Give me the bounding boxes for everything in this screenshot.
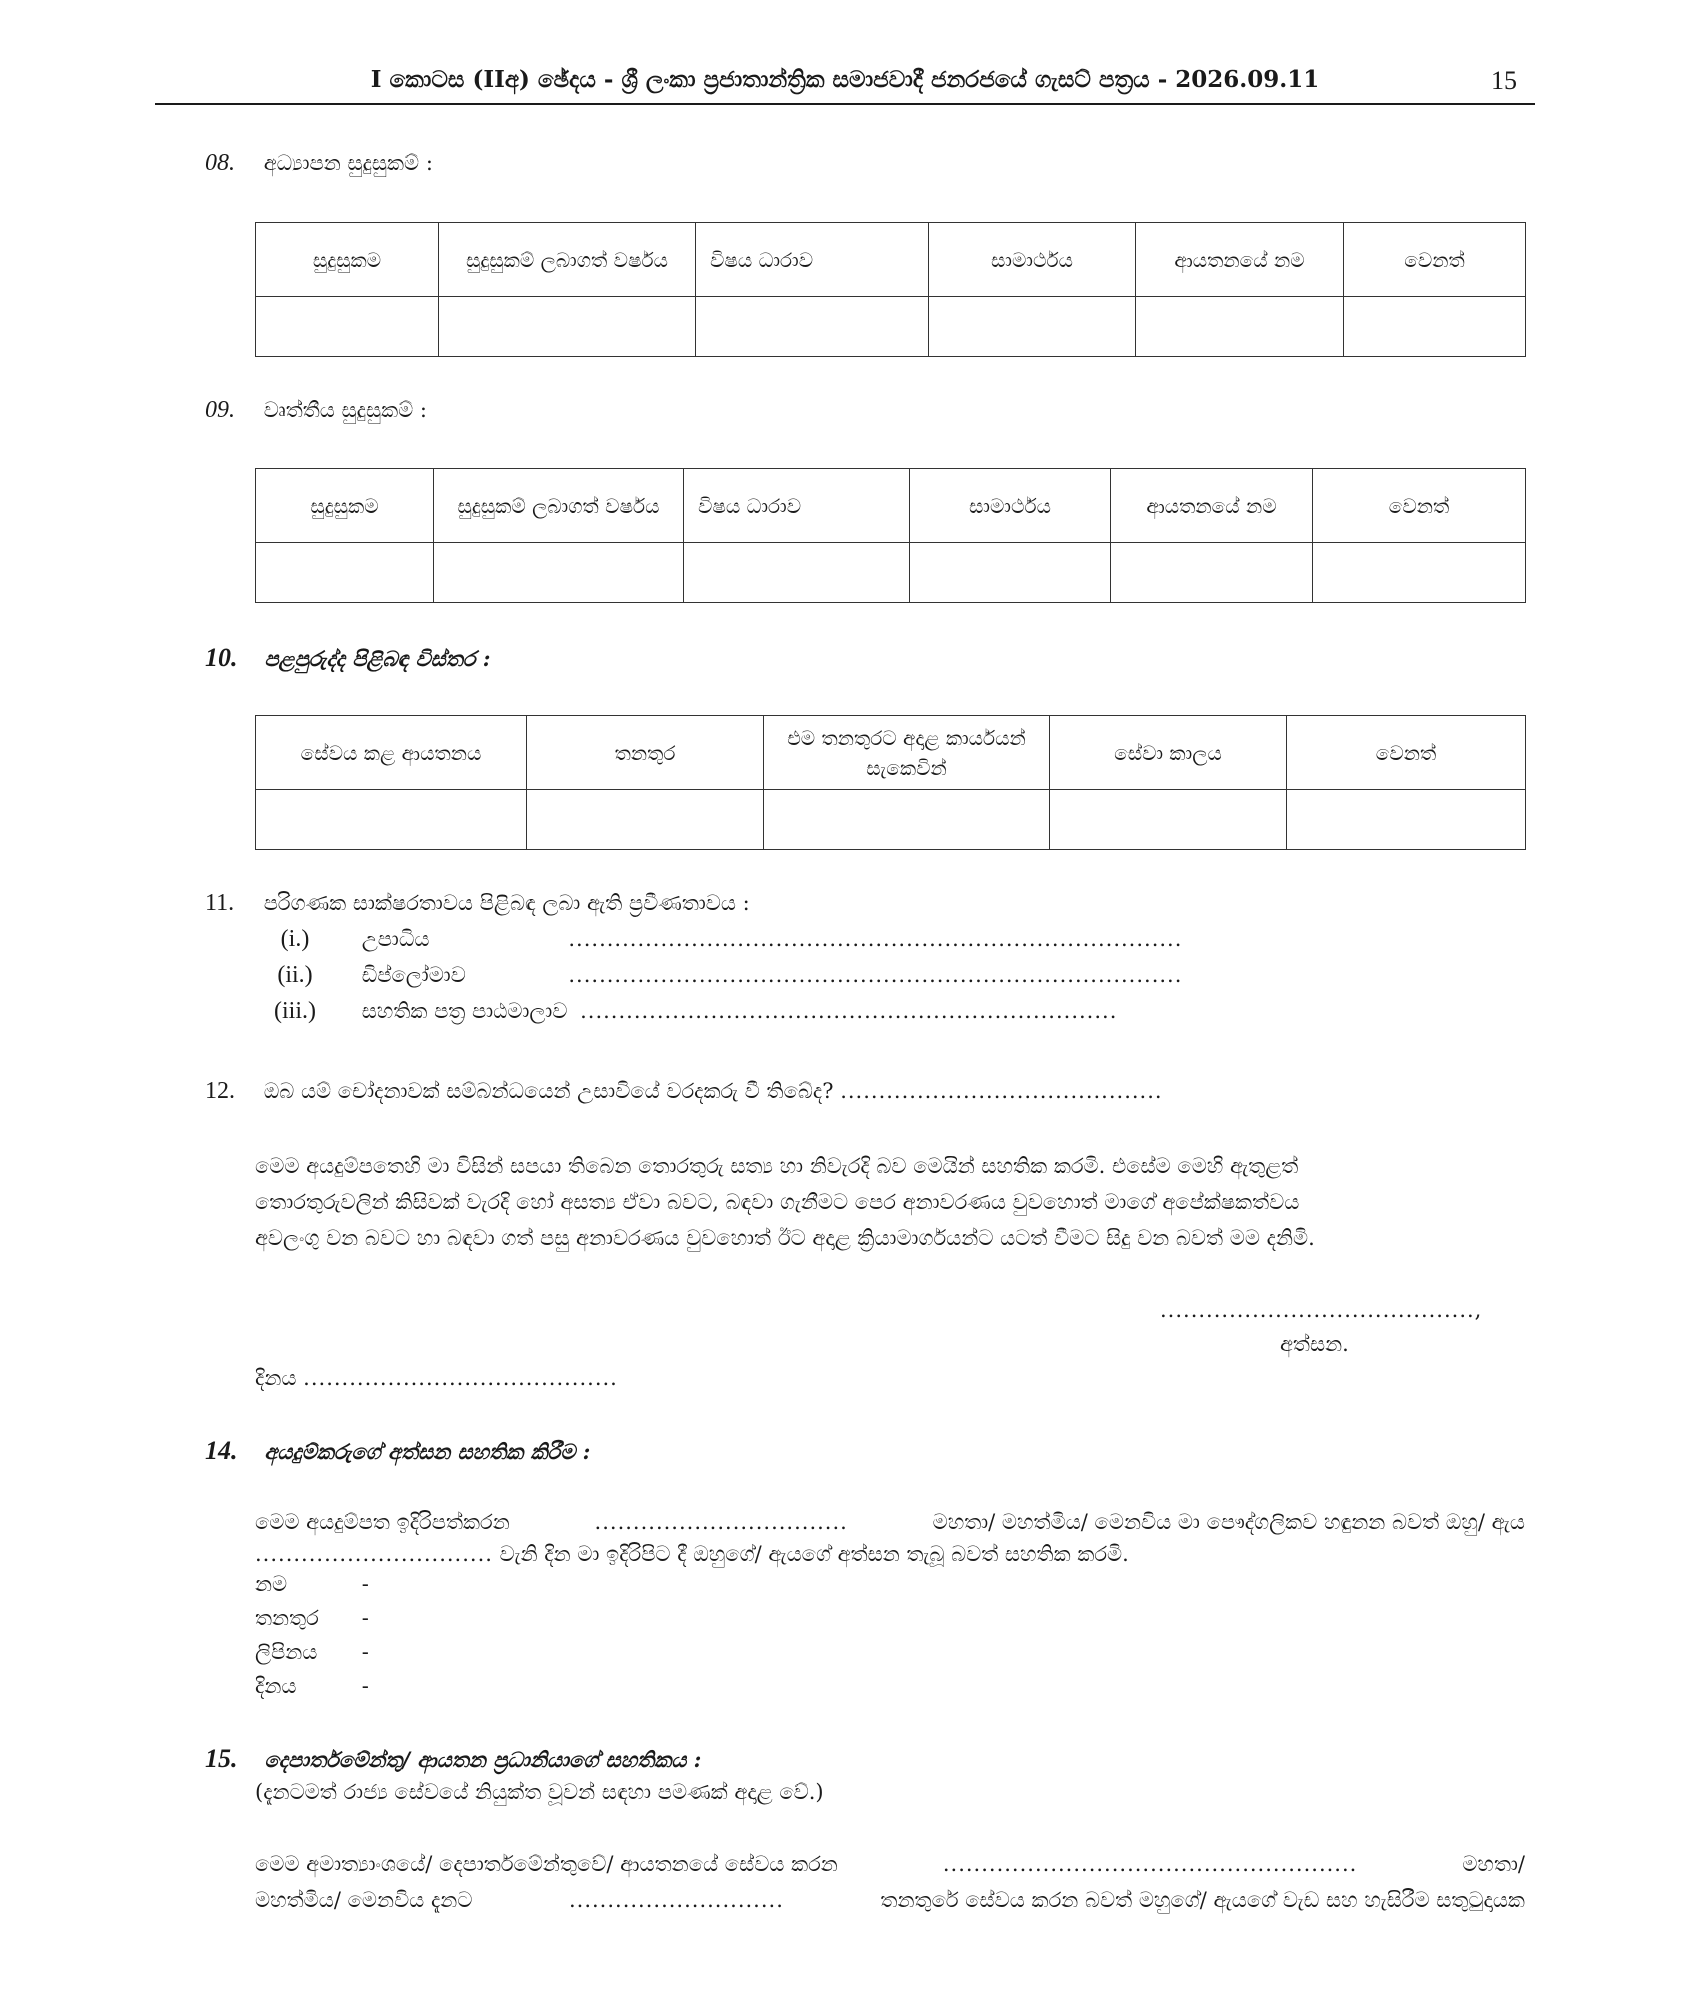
section-12-heading (205, 1078, 1163, 1105)
item-text: සහතික පත්‍ර පාඨමාලාව (361, 999, 568, 1023)
text-run: මෙම අමාත්‍යාංශයේ/ දෙපාර්තමේන්තුවේ/ ආයතනයේ සේවය කරන (255, 1852, 838, 1876)
empty-cell[interactable] (1344, 297, 1526, 357)
empty-cell[interactable] (910, 543, 1111, 603)
section-number: 10. (205, 643, 238, 672)
field-separator: - (361, 1640, 369, 1664)
text-run: මෙම අයදුම්පත ඉදිරිපත්කරන (255, 1510, 510, 1534)
signature-label: අත්සන. (1280, 1332, 1349, 1356)
date-line[interactable]: ......................................... (303, 1366, 618, 1390)
section-title: පරිගණක සාක්ෂරතාවය පිළිබඳ ලබා ඇති ප්‍රවීණතාවය : (263, 891, 750, 915)
table-header-row (256, 469, 1526, 543)
field-label: තනතුර (255, 1606, 319, 1630)
designation-line[interactable]: ............................ (568, 1888, 784, 1912)
date-label: දිනය (255, 1366, 297, 1390)
header-cell: සුදුසුකම් ලබාගත් වර්ෂය (434, 469, 684, 543)
header-cell: වෙනත් (1313, 469, 1526, 543)
field-row-name (255, 1572, 369, 1597)
header-cell: වෙනත් (1287, 716, 1526, 790)
empty-cell[interactable] (434, 543, 684, 603)
certificate-line (255, 1846, 1525, 1882)
section-title: අධ්‍යාපන සුදුසුකම් : (263, 151, 433, 175)
header-cell: සාමාර්ථය (910, 469, 1111, 543)
certificate-line (255, 1882, 1525, 1918)
list-item (255, 962, 1182, 989)
section-title: අයදුම්කරුගේ අත්සන සහතික කිරීම : (264, 1439, 591, 1464)
empty-cell[interactable] (696, 297, 929, 357)
header-cell: සේවය කළ ආයතනය (256, 716, 527, 790)
section-number: 12. (205, 1078, 235, 1104)
header-cell: වෙනත් (1344, 223, 1526, 297)
section-15-note: (දැනටමත් රාජ්‍ය සේවයේ නියුක්ත වූවන් සඳහා පමණක් අදාළ වේ.) (255, 1780, 824, 1804)
empty-cell[interactable] (929, 297, 1136, 357)
field-row-designation (255, 1606, 369, 1631)
table-row (256, 543, 1526, 603)
declaration-line: අවලංගු වන බවට හා බඳවා ගත් පසු අනාවරණය වුවහොත් ඊට අදාළ ක්‍රියාමාර්ගයන්ට යටත් වීමට සිදු වන බවත් මම දනිමි. (255, 1226, 1315, 1250)
section-15-heading (205, 1744, 701, 1774)
declaration-line: තොරතුරුවලින් කිසිවක් වැරදි හෝ අසත්‍ය ඒවා බවට, බඳවා ගැනීමට පෙර අනාවරණය වුවහොත් මාගේ අපේක්ෂකත්වය (255, 1190, 1300, 1214)
text-run: තනතුරේ සේවය කරන බවත් මහුගේ/ ඇයගේ වැඩ සහ හැසිරීම සතුටුදායක (880, 1888, 1525, 1912)
empty-cell[interactable] (527, 790, 764, 850)
section-number: 14. (205, 1436, 238, 1465)
field-separator: - (361, 1674, 369, 1698)
section-title: පළපුරුද්ද පිළිබඳ විස්තර : (264, 646, 491, 671)
section-08-heading (205, 150, 433, 177)
text-run: මහතා/ මහත්මිය/ මෙනවිය මා පෞද්ගලිකව හඳුනන බවත් ඔහු/ ඇය (932, 1510, 1525, 1534)
item-label: (ii.) (277, 962, 313, 988)
item-label: (i.) (280, 926, 310, 952)
table-header-row (256, 223, 1526, 297)
date-field (255, 1366, 618, 1391)
header-cell: තනතුර (527, 716, 764, 790)
section-title: වෘත්තීය සුදුසුකම් : (263, 398, 427, 422)
date-line[interactable]: ............................... (255, 1542, 493, 1566)
section-number: 11. (205, 890, 235, 916)
field-label: දිනය (255, 1674, 297, 1698)
field-row-date (255, 1674, 369, 1699)
header-cell: විෂය ධාරාව (684, 469, 910, 543)
question-text: ඔබ යම් චෝදනාවක් සම්බන්ධයෙන් උසාවියේ වරදකරු වී තිබේද? (263, 1079, 834, 1103)
header-cell: ආයතනයේ නම (1136, 223, 1344, 297)
empty-cell[interactable] (1287, 790, 1526, 850)
header-cell: සුදුසුකම (256, 469, 434, 543)
empty-cell[interactable] (256, 790, 527, 850)
header-cell: එම තනතුරට අදාළ කාර්යයන් සැකෙවින් (764, 716, 1050, 790)
declaration-line: මෙම අයදුම්පතෙහි මා විසින් සපයා තිබෙන තොරතුරු සත්‍ය හා නිවැරදි බව මෙයින් සහතික කරමි. එසේම මෙහි ඇතුළත් (255, 1154, 1299, 1178)
declaration-paragraph (255, 1148, 1525, 1256)
head-certificate-paragraph (255, 1846, 1525, 1918)
fill-line[interactable]: ................................................................................ (568, 963, 1183, 987)
empty-cell[interactable] (684, 543, 910, 603)
item-label: (iii.) (274, 998, 316, 1024)
section-title: දෙපාර්තමේන්තු/ ආයතන ප්‍රධානියාගේ සහතිකය : (264, 1747, 702, 1772)
header-rule (155, 103, 1535, 105)
page-header (155, 62, 1535, 102)
vocational-qualifications-table (255, 468, 1526, 603)
section-14-heading (205, 1436, 590, 1466)
applicant-name-line[interactable]: ................................. (594, 1510, 848, 1534)
item-text: ඩිප්ලෝමාව (361, 963, 466, 987)
fill-line[interactable]: ...................................................................... (580, 999, 1118, 1023)
field-label: ලිපිනය (255, 1640, 318, 1664)
empty-cell[interactable] (764, 790, 1050, 850)
table-header-row (256, 716, 1526, 790)
section-number: 15. (205, 1744, 238, 1773)
header-cell: විෂය ධාරාව (696, 223, 929, 297)
header-cell: ආයතනයේ නම (1111, 469, 1313, 543)
section-number: 09. (205, 397, 235, 423)
section-10-heading (205, 643, 491, 673)
empty-cell[interactable] (256, 297, 439, 357)
item-text: උපාධිය (361, 927, 430, 951)
empty-cell[interactable] (1136, 297, 1344, 357)
section-number: 08. (205, 150, 235, 176)
header-cell: සුදුසුකම (256, 223, 439, 297)
education-qualifications-table (255, 222, 1526, 357)
header-cell: සේවා කාලය (1050, 716, 1287, 790)
header-title: I කොටස (IIඅ) ඡේදය - ශ්‍රී ලංකා ප්‍රජාතාන්ත්‍රික සමාජවාදී ජනරජයේ ගැසට් පත්‍රය - 2026.09.11 (370, 66, 1320, 93)
header-cell: සුදුසුකම් ලබාගත් වර්ෂය (439, 223, 696, 297)
field-separator: - (361, 1606, 369, 1630)
experience-table (255, 715, 1526, 850)
header-cell: සාමාර්ථය (929, 223, 1136, 297)
attestation-paragraph (255, 1504, 1525, 1572)
signature-line[interactable] (1160, 1298, 1482, 1322)
field-row-address (255, 1640, 369, 1665)
text-run: මහත්මිය/ මෙනවිය දැනට (255, 1888, 473, 1912)
attestation-line (255, 1536, 1525, 1572)
table-row (256, 297, 1526, 357)
text-run: මහතා/ (1462, 1852, 1525, 1876)
list-item (255, 998, 1117, 1025)
answer-line[interactable]: .......................................... (840, 1079, 1163, 1103)
empty-cell[interactable] (1050, 790, 1287, 850)
empty-cell[interactable] (256, 543, 434, 603)
officer-name-line[interactable]: ...................................................... (942, 1852, 1358, 1876)
section-09-heading (205, 397, 427, 424)
empty-cell[interactable] (1111, 543, 1313, 603)
text-run: වැනි දින මා ඉදිරිපිට දී ඔහුගේ/ ඇයගේ අත්සන තැබූ බවත් සහතික කරමි. (499, 1542, 1129, 1566)
fill-line[interactable]: ................................................................................ (568, 927, 1183, 951)
list-item (255, 926, 1182, 953)
signature-dots[interactable]: ........................................., (1160, 1298, 1483, 1322)
page-number: 15 (1491, 66, 1517, 95)
empty-cell[interactable] (1313, 543, 1526, 603)
section-11-heading (205, 890, 750, 917)
field-separator: - (361, 1572, 369, 1596)
field-label: නම (255, 1572, 288, 1596)
table-row (256, 790, 1526, 850)
attestation-line (255, 1504, 1525, 1540)
empty-cell[interactable] (439, 297, 696, 357)
